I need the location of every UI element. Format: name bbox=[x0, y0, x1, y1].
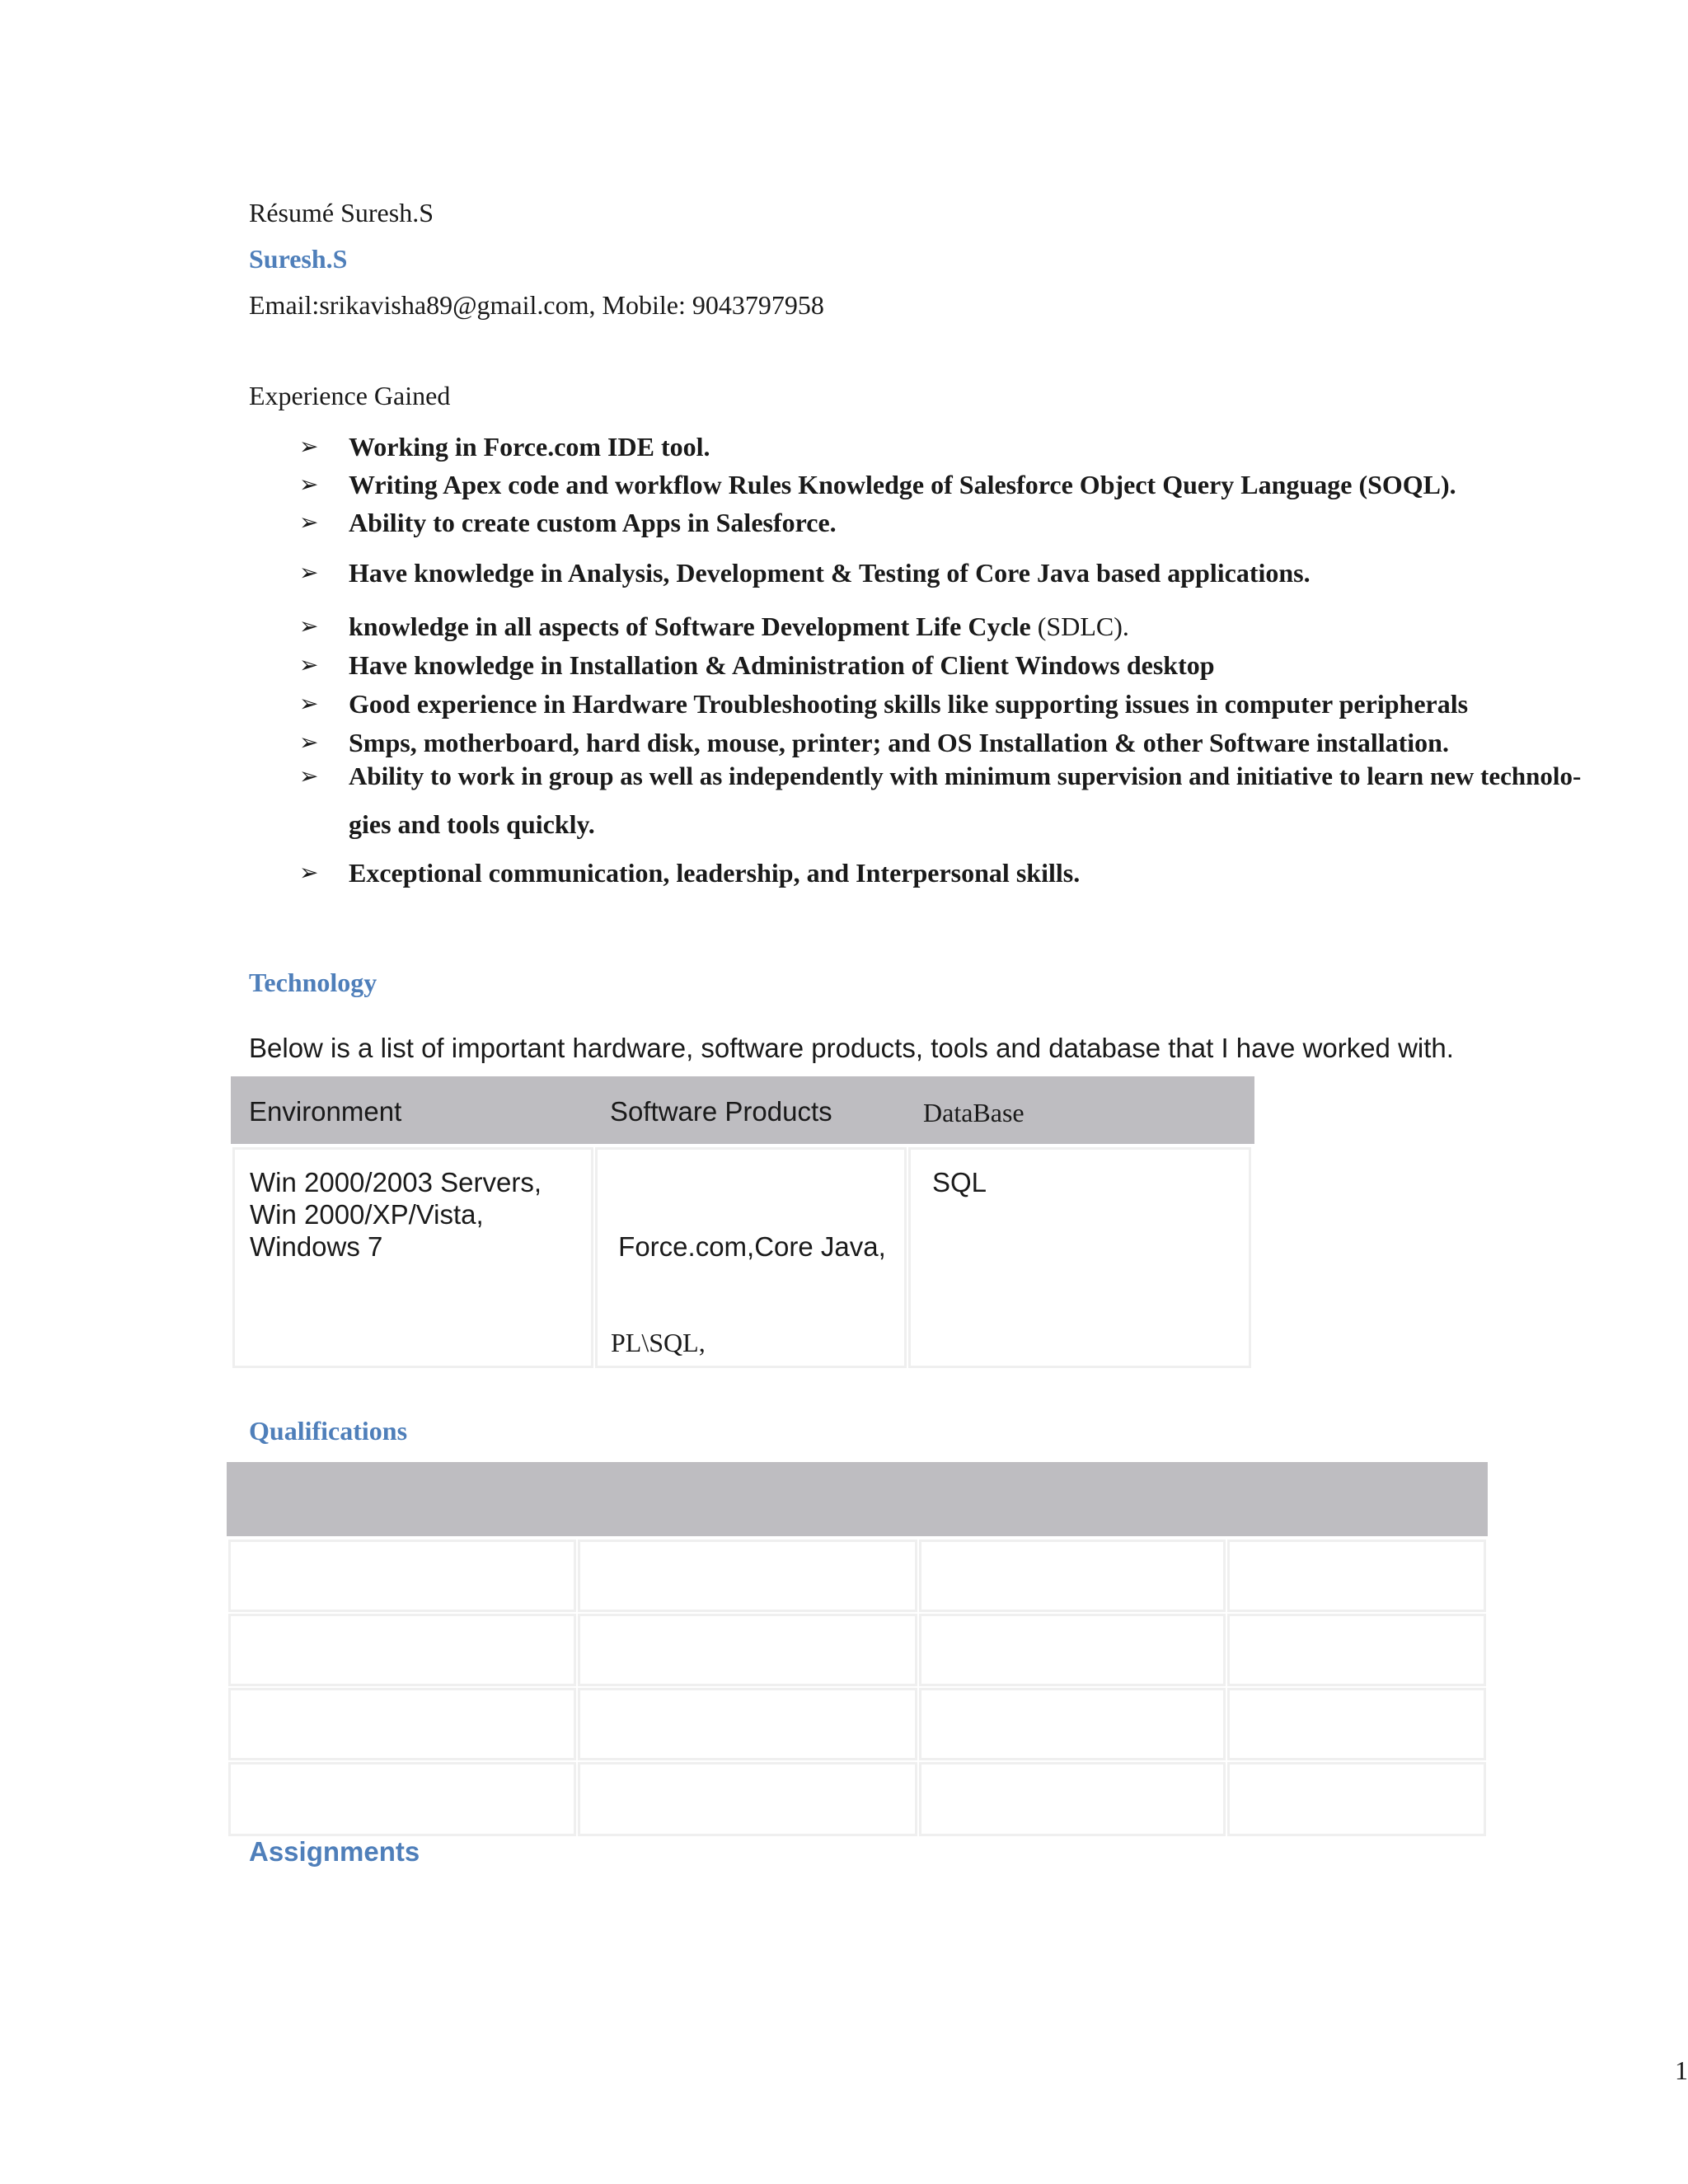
table-cell bbox=[578, 1762, 917, 1836]
table-cell-environment: Win 2000/2003 Servers, Win 2000/XP/Vista, Windows 7 bbox=[232, 1147, 593, 1368]
column-header-software: Software Products bbox=[610, 1096, 832, 1127]
table-cell bbox=[1227, 1614, 1486, 1686]
table-cell-software: Force.com,Core Java, PL\SQL, bbox=[595, 1147, 907, 1368]
arrow-bullet-icon: ➢ bbox=[299, 859, 319, 886]
table-cell bbox=[228, 1614, 576, 1686]
contact-line: Email:srikavisha89@gmail.com, Mobile: 9043797958 bbox=[249, 290, 824, 320]
candidate-name: Suresh.S bbox=[249, 244, 348, 274]
column-header-database: DataBase bbox=[923, 1098, 1025, 1127]
table-cell bbox=[1227, 1540, 1486, 1612]
arrow-bullet-icon: ➢ bbox=[299, 559, 319, 586]
table-cell bbox=[919, 1762, 1226, 1836]
arrow-bullet-icon: ➢ bbox=[299, 651, 319, 678]
table-cell bbox=[228, 1688, 576, 1760]
qualifications-heading: Qualifications bbox=[249, 1416, 408, 1446]
technology-intro: Below is a list of important hardware, software products, tools and database that I have worked with. bbox=[249, 1033, 1454, 1063]
technology-heading: Technology bbox=[249, 968, 377, 997]
table-header-row bbox=[227, 1462, 1488, 1536]
arrow-bullet-icon: ➢ bbox=[299, 471, 319, 498]
experience-heading: Experience Gained bbox=[249, 381, 451, 410]
table-cell bbox=[919, 1540, 1226, 1612]
technology-table bbox=[231, 1076, 1254, 1371]
arrow-bullet-icon: ➢ bbox=[299, 433, 319, 460]
table-cell bbox=[228, 1540, 576, 1612]
document-title: Résumé Suresh.S bbox=[249, 198, 434, 227]
table-cell bbox=[228, 1762, 576, 1836]
assignments-heading: Assignments bbox=[249, 1836, 420, 1867]
arrow-bullet-icon: ➢ bbox=[299, 612, 319, 640]
arrow-bullet-icon: ➢ bbox=[299, 729, 319, 756]
table-header-row bbox=[231, 1076, 1254, 1144]
table-cell bbox=[919, 1614, 1226, 1686]
arrow-bullet-icon: ➢ bbox=[299, 690, 319, 717]
table-cell bbox=[578, 1688, 917, 1760]
table-cell bbox=[578, 1614, 917, 1686]
table-cell bbox=[578, 1540, 917, 1612]
resume-page: Résumé Suresh.S Suresh.S Email:srikavisha89@gmail.com, Mobile: 9043797958 Experience Gained ➢ Working in Force.com IDE tool. ➢ Writing Apex code and workflow Rules Knowledge of Salesforce Object Query Language (SOQL). ➢ Ability to create custom Apps in Salesforce. ➢ Have knowledge in Analysis, Development & Testing of Core Java based applications. ➢ knowledge in all aspects of Software Development Life Cycle (SDLC). ➢ Have knowledge in Installation & Administration of Client Windows desktop ➢ Good experience in Hardware Troubleshooting skills like supporting issues in computer peripherals ➢ Smps, motherboard, hard disk, mouse, printer; and OS Installation & other Software installation. ➢ Ability to work in group as well as independently with minimum supervision and initiative to learn new technolo- gies and tools quickly. ➢ Exceptional communication, leadership, and Interpersonal skills. Technology Below is a list of important hardware, software products, tools and database that I have worked with. Environment Software Products DataBase Win 2000/2003 Servers, Win 2000/XP/Vista, Windows 7 Force.com,Core Java, PL\SQL, SQL Qualifications Assignments 1 bbox=[0, 0, 1688, 2184]
table-cell bbox=[1227, 1762, 1486, 1836]
arrow-bullet-icon: ➢ bbox=[299, 509, 319, 536]
table-cell bbox=[919, 1688, 1226, 1760]
page-number: 1 bbox=[1675, 2055, 1688, 2085]
arrow-bullet-icon: ➢ bbox=[299, 762, 319, 790]
qualifications-table bbox=[227, 1462, 1488, 1838]
column-header-environment: Environment bbox=[249, 1096, 402, 1127]
table-cell-database: SQL bbox=[908, 1147, 1251, 1368]
table-cell bbox=[1227, 1688, 1486, 1760]
